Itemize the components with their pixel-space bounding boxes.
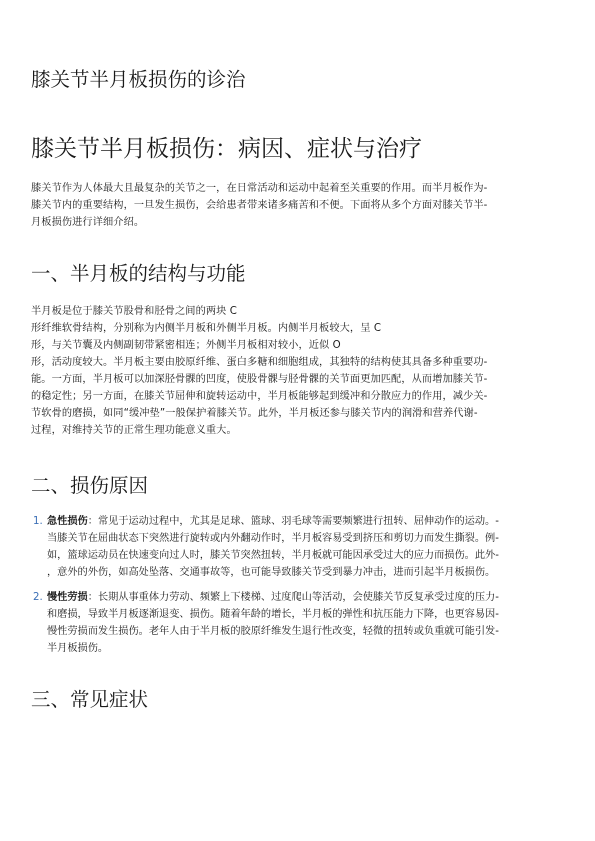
document-title: 膝关节半月板损伤的诊治	[31, 68, 246, 91]
section-heading-symptoms: 三、常见症状	[31, 688, 149, 711]
section-heading-structure: 一、半月板的结构与功能	[31, 262, 246, 285]
paragraph-line: 形，活动度较大。半月板主要由胶原纤维、蛋白多糖和细胞组成，其独特的结构使其具备多种重要功-	[31, 357, 488, 368]
paragraph-line: 的稳定性；另一方面，在膝关节屈伸和旋转运动中，半月板能够起到缓冲和分散应力的作用，减少关-	[31, 391, 488, 402]
list-text: 常见于运动过程中，尤其是足球、篮球、羽毛球等需要频繁进行扭转、屈伸动作的运动。-	[97, 516, 499, 527]
list-term: 急性损伤	[47, 516, 88, 527]
list-term: 慢性劳损	[47, 592, 88, 603]
structure-paragraph	[31, 303, 566, 439]
paragraph-line: 形，与关节囊及内侧副韧带紧密相连；外侧半月板相对较小，近似 O	[31, 340, 341, 351]
list-line: 慢性劳损而发生损伤。老年人由于半月板的胶原纤维发生退行性改变，轻微的扭转或负重就可能引发-	[47, 626, 499, 637]
intro-line: 膝关节内的重要结构，一旦发生损伤，会给患者带来诸多痛苦和不便。下面将从多个方面对膝关节半-	[31, 200, 488, 211]
list-number: 1.	[33, 516, 43, 527]
causes-list	[31, 513, 571, 657]
list-item-acute	[31, 513, 571, 581]
section-heading-causes: 二、损伤原因	[31, 474, 149, 497]
list-line	[47, 589, 571, 606]
list-line: 如，篮球运动员在快速变向过人时，膝关节突然扭转，半月板就可能因承受过大的应力而损伤。此外-	[47, 550, 499, 561]
list-number: 2.	[33, 592, 43, 603]
term-separator: ：	[87, 516, 98, 527]
list-line: ，意外的外伤，如高处坠落、交通事故等，也可能导致膝关节受到暴力冲击，进而引起半月板损伤。	[47, 567, 496, 578]
list-item-chronic	[31, 589, 571, 657]
paragraph-line: 能。一方面，半月板可以加深胫骨髁的凹度，使股骨髁与胫骨髁的关节面更加匹配，从而增加膝关节-	[31, 374, 488, 385]
list-line: 和磨损，导致半月板逐渐退变、损伤。随着年龄的增长，半月板的弹性和抗压能力下降，也更容易因-	[47, 609, 499, 620]
article-title: 膝关节半月板损伤：病因、症状与治疗	[31, 136, 422, 162]
paragraph-line: 过程，对维持关节的正常生理功能意义重大。	[31, 425, 237, 436]
paragraph-line: 形纤维软骨结构，分别称为内侧半月板和外侧半月板。内侧半月板较大，呈 C	[31, 323, 382, 334]
intro-line: 月板损伤进行详细介绍。	[31, 217, 145, 228]
intro-paragraph	[31, 180, 566, 231]
paragraph-line: 节软骨的磨损，如同“缓冲垫”一般保护着膝关节。此外，半月板还参与膝关节内的润滑和营养代谢-	[31, 408, 478, 419]
list-line: 半月板损伤。	[47, 643, 109, 654]
intro-line: 膝关节作为人体最大且最复杂的关节之一，在日常活动和运动中起着至关重要的作用。而半月板作为-	[31, 183, 488, 194]
list-text: 长期从事重体力劳动、频繁上下楼梯、过度爬山等活动，会使膝关节反复承受过度的压力-	[97, 592, 499, 603]
paragraph-line: 半月板是位于膝关节股骨和胫骨之间的两块 C	[31, 306, 238, 317]
list-line: 当膝关节在屈曲状态下突然进行旋转或内外翻动作时，半月板容易受到挤压和剪切力而发生撕裂。例-	[47, 533, 499, 544]
list-line	[47, 513, 571, 530]
term-separator: ：	[87, 592, 98, 603]
